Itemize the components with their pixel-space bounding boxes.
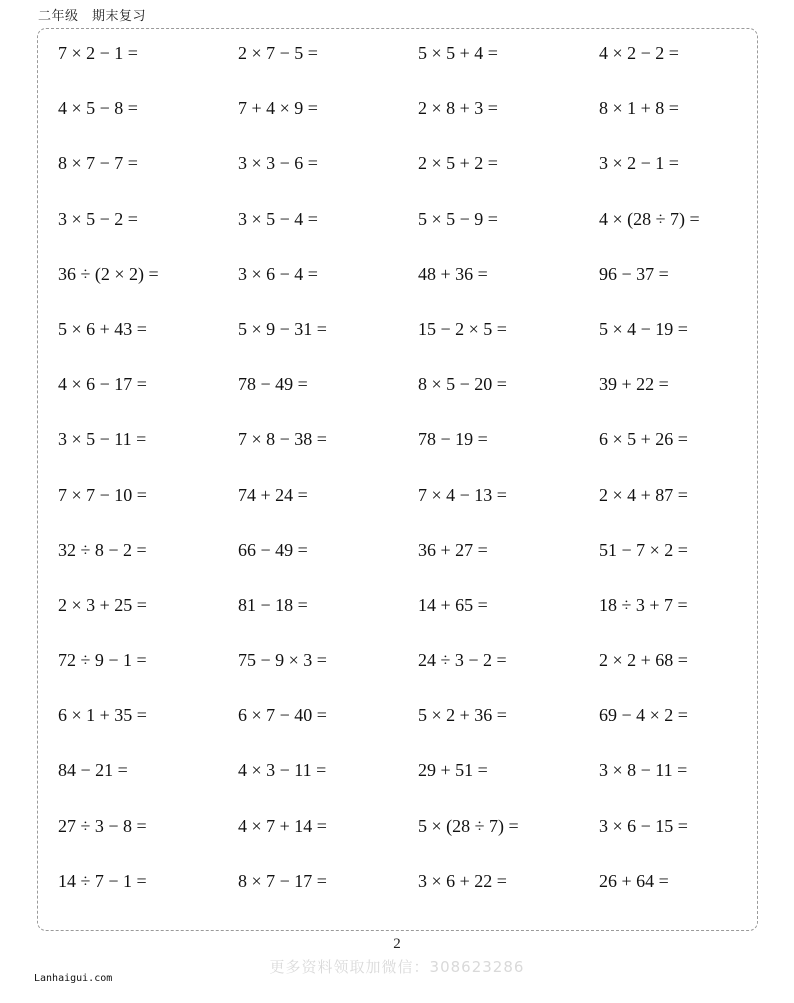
watermark-text: 更多资料领取加微信：308623286 <box>269 958 525 976</box>
math-problem: 69 − 4 × 2 = <box>599 705 688 726</box>
math-problem: 5 × 9 − 31 = <box>238 318 327 339</box>
math-problem: 39 + 22 = <box>599 374 669 395</box>
math-problem: 75 − 9 × 3 = <box>238 650 327 671</box>
math-problem: 3 × 6 + 22 = <box>418 870 507 891</box>
math-problem: 4 × 7 + 14 = <box>238 815 327 836</box>
math-problem: 3 × 5 − 11 = <box>58 429 147 450</box>
math-problem: 7 × 4 − 13 = <box>418 484 507 505</box>
site-footer: Lanhaigui.com <box>34 973 113 984</box>
math-problem: 4 × (28 ÷ 7) = <box>599 208 700 229</box>
math-problem: 36 + 27 = <box>418 539 488 560</box>
math-problem: 5 × (28 ÷ 7) = <box>418 815 519 836</box>
math-problem: 7 + 4 × 9 = <box>238 98 318 119</box>
math-problem: 7 × 7 − 10 = <box>58 484 147 505</box>
math-problem: 3 × 5 − 4 = <box>238 208 318 229</box>
problem-grid <box>58 37 758 920</box>
math-problem: 5 × 4 − 19 = <box>599 318 688 339</box>
math-problem: 3 × 6 − 4 = <box>238 263 318 284</box>
math-problem: 29 + 51 = <box>418 760 488 781</box>
math-problem: 36 ÷ (2 × 2) = <box>58 263 159 284</box>
math-problem: 48 + 36 = <box>418 263 488 284</box>
page-header-title: 二年级 期末复习 <box>38 9 147 24</box>
math-problem: 2 × 3 + 25 = <box>58 594 147 615</box>
math-problem: 2 × 8 + 3 = <box>418 98 498 119</box>
math-problem: 27 ÷ 3 − 8 = <box>58 815 147 836</box>
math-problem: 14 ÷ 7 − 1 = <box>58 870 147 891</box>
math-problem: 7 × 8 − 38 = <box>238 429 327 450</box>
math-problem: 4 × 2 − 2 = <box>599 43 679 63</box>
math-problem: 8 × 1 + 8 = <box>599 98 679 119</box>
math-problem: 26 + 64 = <box>599 870 669 891</box>
math-problem: 3 × 8 − 11 = <box>599 760 688 781</box>
math-problem: 4 × 6 − 17 = <box>58 374 147 395</box>
math-problem: 6 × 5 + 26 = <box>599 429 688 450</box>
math-problem: 4 × 5 − 8 = <box>58 98 138 119</box>
math-problem: 24 ÷ 3 − 2 = <box>418 650 507 671</box>
math-problem: 2 × 7 − 5 = <box>238 43 318 63</box>
math-problem: 6 × 1 + 35 = <box>58 705 147 726</box>
math-problem: 5 × 6 + 43 = <box>58 318 147 339</box>
math-problem: 3 × 3 − 6 = <box>238 153 318 174</box>
math-problem: 4 × 3 − 11 = <box>238 760 327 781</box>
math-problem: 78 − 49 = <box>238 374 308 395</box>
math-problem: 2 × 4 + 87 = <box>599 484 688 505</box>
math-problem: 2 × 5 + 2 = <box>418 153 498 174</box>
math-problem: 3 × 6 − 15 = <box>599 815 688 836</box>
math-problem: 84 − 21 = <box>58 760 128 781</box>
page-number: 2 <box>393 936 401 952</box>
math-problem: 81 − 18 = <box>238 594 308 615</box>
math-problem: 96 − 37 = <box>599 263 669 284</box>
math-problem: 6 × 7 − 40 = <box>238 705 327 726</box>
math-problem: 66 − 49 = <box>238 539 308 560</box>
math-problem: 3 × 2 − 1 = <box>599 153 679 174</box>
math-problem: 5 × 5 − 9 = <box>418 208 498 229</box>
math-problem: 78 − 19 = <box>418 429 488 450</box>
math-problem: 72 ÷ 9 − 1 = <box>58 650 147 671</box>
math-problem: 8 × 5 − 20 = <box>418 374 507 395</box>
math-problem: 32 ÷ 8 − 2 = <box>58 539 147 560</box>
math-problem: 2 × 2 + 68 = <box>599 650 688 671</box>
math-problem: 5 × 5 + 4 = <box>418 43 498 63</box>
math-problem: 8 × 7 − 7 = <box>58 153 138 174</box>
math-problem: 15 − 2 × 5 = <box>418 318 507 339</box>
math-problem: 7 × 2 − 1 = <box>58 43 138 63</box>
math-problem: 5 × 2 + 36 = <box>418 705 507 726</box>
math-problem: 18 ÷ 3 + 7 = <box>599 594 688 615</box>
math-problem: 74 + 24 = <box>238 484 308 505</box>
math-problem: 3 × 5 − 2 = <box>58 208 138 229</box>
math-problem: 8 × 7 − 17 = <box>238 870 327 891</box>
math-problem: 14 + 65 = <box>418 594 488 615</box>
math-problem: 51 − 7 × 2 = <box>599 539 688 560</box>
